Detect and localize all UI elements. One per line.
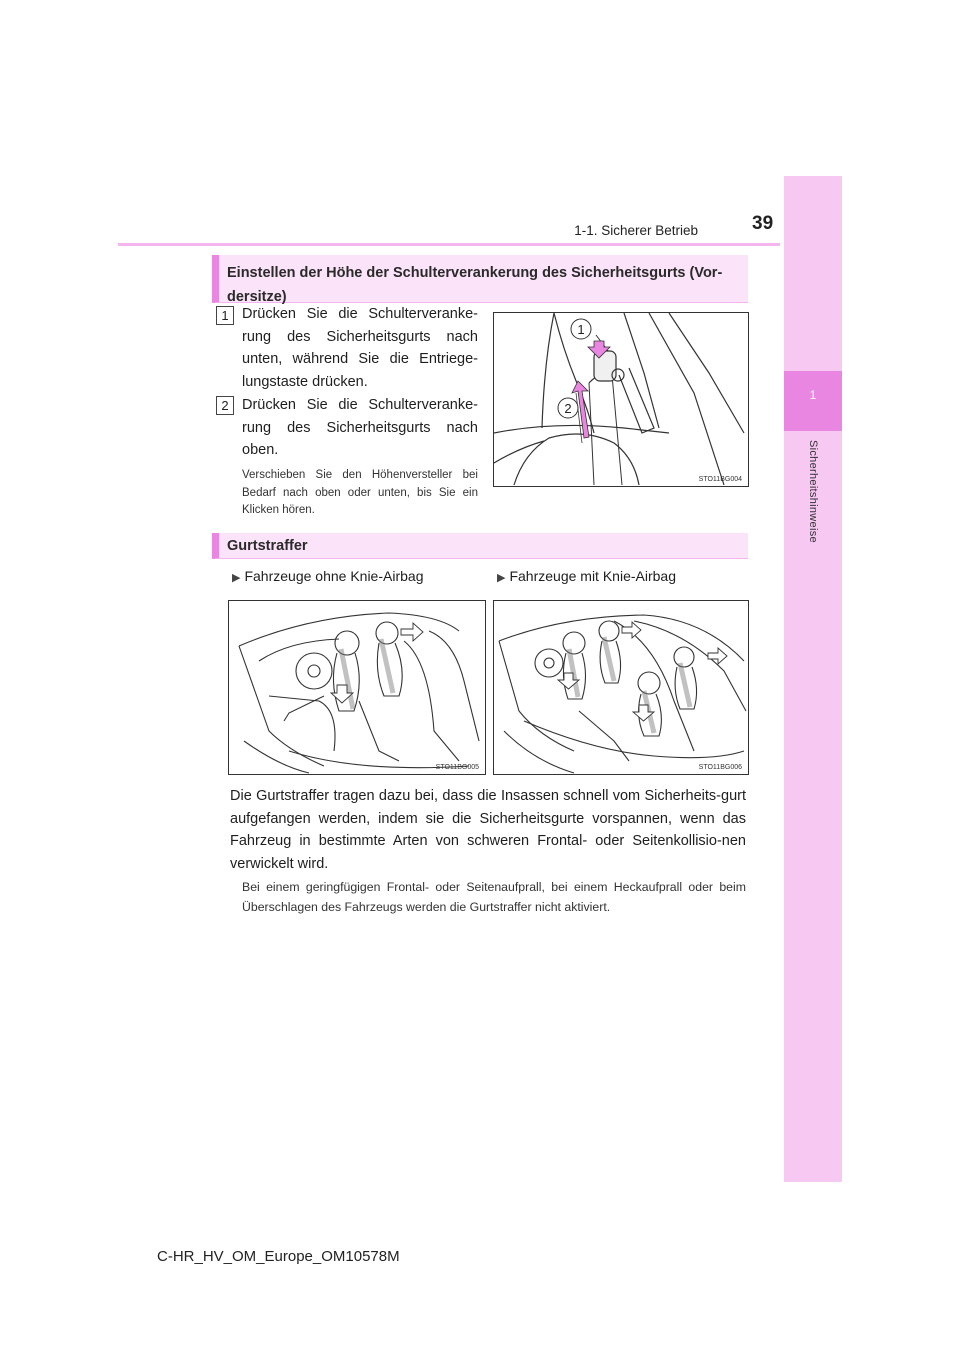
step-text-1: Drücken Sie die Schulterveranke-rung des Sicherheitsgurts nach unten, während Sie die Entriege-lungstaste drücken. (242, 306, 478, 390)
car-interior-illustration (229, 601, 485, 774)
section-title: 1-1. Sicherer Betrieb (574, 223, 698, 238)
document-id: C-HR_HV_OM_Europe_OM10578M (157, 1248, 400, 1265)
step-text-2: Drücken Sie die Schulterveranke-rung des Sicherheitsgurts nach oben. (242, 397, 478, 459)
page-number: 39 (752, 213, 774, 234)
figure-code: STO11BG004 (698, 476, 742, 483)
chapter-number: 1 (809, 388, 817, 402)
triangle-bullet-icon: ▶ (497, 572, 506, 584)
figure-code: STO11BG005 (435, 764, 479, 771)
pretensioner-note: Bei einem geringfügigen Frontal- oder Seitenaufprall, bei einem Heckaufprall oder beim Überschlagen des Fahrzeugs werden die Gurtstraffer nicht aktiviert. (242, 880, 746, 914)
step-number-1: 1 (216, 306, 234, 325)
figure-no-knee-airbag (228, 600, 486, 775)
arrow-right-icon (401, 623, 423, 641)
section-heading-text: Gurtstraffer (227, 538, 308, 554)
callout-1-label: 1 (577, 322, 585, 337)
figure-code: STO11BG006 (698, 764, 742, 771)
header-divider (118, 243, 780, 246)
adjuster-note: Verschieben Sie den Höhenversteller bei Bedarf nach oben oder unten, bis Sie ein Klicken hören. (242, 469, 478, 516)
callout-2-label: 2 (564, 401, 572, 416)
seatbelt-anchor-illustration (494, 313, 748, 486)
figure-knee-airbag (493, 600, 749, 775)
chapter-tab-strip (784, 176, 842, 1182)
arrow-right-icon (708, 648, 727, 664)
variant-label-knee-airbag (497, 568, 676, 584)
chapter-title-vertical (784, 440, 842, 640)
car-interior-illustration (494, 601, 748, 774)
variant-text: Fahrzeuge mit Knie-Airbag (509, 568, 676, 584)
section-heading-shoulder-anchor (212, 255, 748, 303)
figure-shoulder-anchor (493, 312, 749, 487)
triangle-bullet-icon: ▶ (232, 572, 241, 584)
pretensioner-description: Die Gurtstraffer tragen dazu bei, dass die Insassen schnell vom Sicherheits-gurt aufgefangen werden, indem sie die Sicherheitsgurte vorspannen, wenn das Fahrzeug in bestimmte Arten von schweren Frontal- oder Seitenkollisio-nen verwickelt wird. (230, 788, 746, 873)
variant-label-no-knee-airbag (232, 568, 423, 584)
arrow-right-icon (622, 622, 641, 638)
section-heading-pretensioner (212, 533, 748, 559)
section-heading-text: Einstellen der Höhe der Schulterverankerung des Sicherheitsgurts (Vor-dersitze) (227, 265, 723, 305)
variant-text: Fahrzeuge ohne Knie-Airbag (244, 568, 424, 584)
step-number-2: 2 (216, 396, 234, 415)
chapter-title: Sicherheitshinweise (807, 440, 819, 543)
